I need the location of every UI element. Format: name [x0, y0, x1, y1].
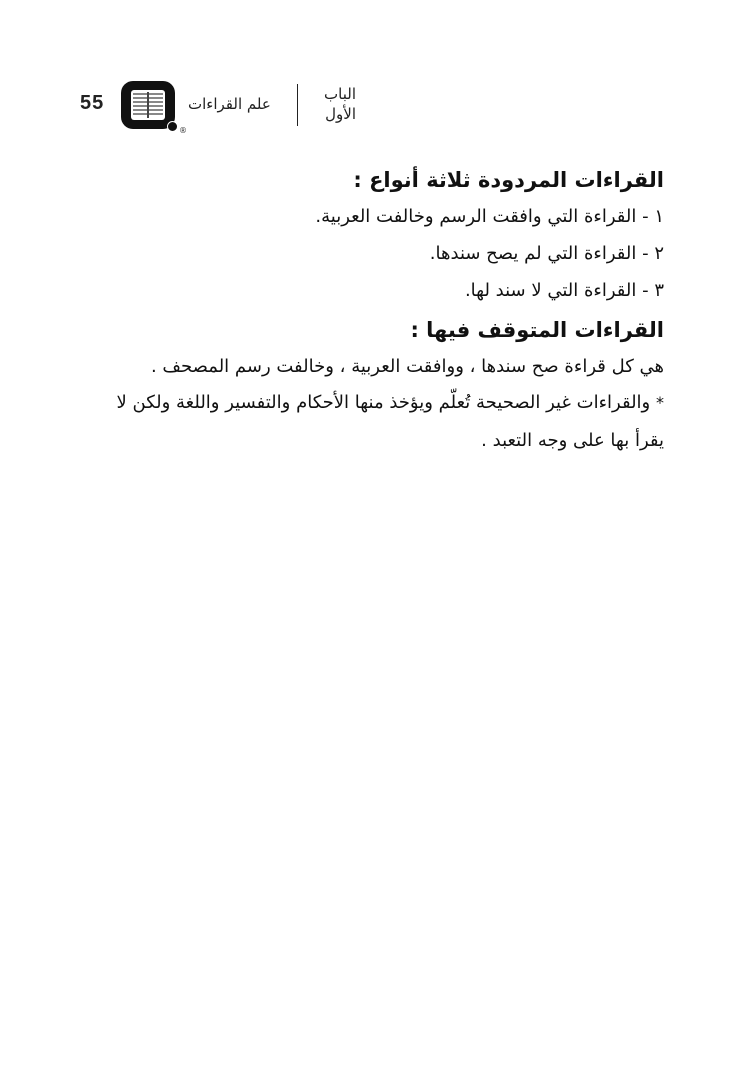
chapter-line2: الأول: [325, 105, 356, 123]
heading-rejected-readings: القراءات المردودة ثلاثة أنواع :: [353, 168, 664, 192]
header-divider: [297, 84, 298, 126]
rejected-item-1: ١ - القراءة التي وافقت الرسم وخالفت العربية.: [315, 206, 664, 227]
chapter-line1: الباب: [324, 85, 356, 103]
note-line-1: [117, 392, 665, 413]
page-number: 55: [80, 92, 105, 114]
book-title: علم القراءات: [188, 95, 271, 113]
rejected-item-2: ٢ - القراءة التي لم يصح سندها.: [429, 243, 664, 264]
note-star: *: [656, 393, 664, 412]
note-text-1: والقراءات غير الصحيحة تُعلّم ويؤخذ منها الأحكام والتفسير واللغة ولكن لا: [116, 392, 651, 413]
note-line-2: يقرأ بها على وجه التعبد .: [481, 430, 664, 451]
heading-suspended-readings: القراءات المتوقف فيها :: [410, 318, 664, 342]
book-logo-icon: ®: [121, 81, 175, 129]
rejected-item-3: ٣ - القراءة التي لا سند لها.: [464, 280, 664, 301]
suspended-definition: هي كل قراءة صح سندها ، ووافقت العربية ، وخالفت رسم المصحف .: [150, 356, 664, 377]
chapter-label: [304, 84, 356, 124]
